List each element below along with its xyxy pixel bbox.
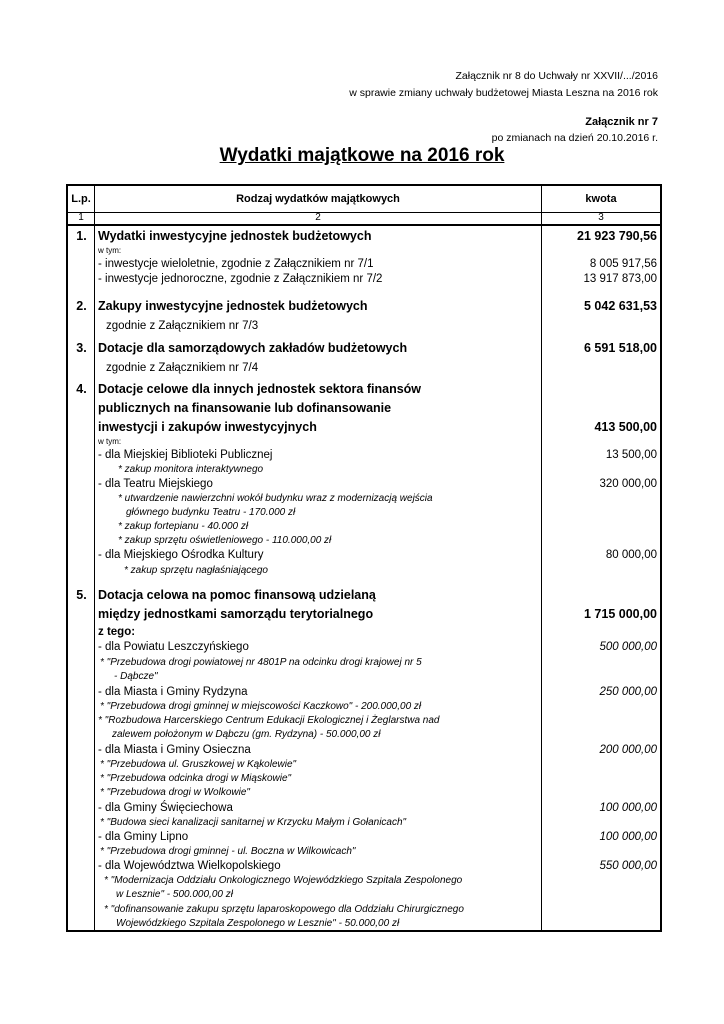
item-note: * "Przebudowa drogi w Wolkowie" <box>100 787 250 798</box>
line-item-amount: 100 000,00 <box>599 802 657 814</box>
column-number: 3 <box>598 212 604 223</box>
section-title-line: publicznych na finansowanie lub dofinansowanie <box>98 401 392 415</box>
line-item: - dla Miasta i Gminy Rydzyna <box>98 686 248 698</box>
line-item-amount: 500 000,00 <box>599 641 657 653</box>
item-note: * "Przebudowa ul. Gruszkowej w Kąkolewie" <box>100 759 297 770</box>
section-amount: 413 500,00 <box>594 420 657 434</box>
header-line-2: w sprawie zmiany uchwały budżetowej Miasta Leszna na 2016 rok <box>349 87 658 99</box>
z-tego-label: z tego: <box>98 626 136 638</box>
item-note: * zakup monitora interaktywnego <box>118 464 264 475</box>
page-title: Wydatki majątkowe na 2016 rok <box>219 145 505 166</box>
line-item: - dla Miejskiej Biblioteki Publicznej <box>98 449 273 461</box>
item-note: Wojewódzkiego Szpitala Zespolonego w Lesznie" - 50.000,00 zł <box>116 918 400 929</box>
item-note: * utwardzenie nawierzchni wokół budynku wraz z modernizacją wejścia <box>118 493 433 504</box>
item-note: * zakup sprzętu nagłaśniającego <box>124 565 268 576</box>
line-item-amount: 8 005 917,56 <box>589 258 657 270</box>
item-note: * "dofinansowanie zakupu sprzętu laparoskopowego dla Oddziału Chirurgicznego <box>104 904 464 915</box>
item-note: w Lesznie" - 500.000,00 zł <box>116 889 233 900</box>
section-number: 3. <box>76 341 87 355</box>
section-amount: 5 042 631,53 <box>584 299 657 313</box>
item-note: - Dąbcze" <box>114 671 158 682</box>
section-title-line: Dotacja celowa na pomoc finansową udzielaną <box>98 588 376 602</box>
section-title: Zakupy inwestycyjne jednostek budżetowych <box>98 299 368 313</box>
column-header-lp: L.p. <box>71 193 91 205</box>
section-amount: 1 715 000,00 <box>584 607 657 621</box>
line-item-amount: 200 000,00 <box>599 744 657 756</box>
section-title-line: inwestycji i zakupów inwestycyjnych <box>98 420 317 434</box>
section-title: Dotacje dla samorządowych zakładów budżetowych <box>98 341 408 355</box>
section-amount: 6 591 518,00 <box>584 341 657 355</box>
item-note: * "Rozbudowa Harcerskiego Centrum Edukacji Ekologicznej i Żeglarstwa nad <box>98 715 440 726</box>
section-number: 5. <box>76 588 87 602</box>
item-note: * "Budowa sieci kanalizacji sanitarnej w Krzycku Małym i Gołanicach" <box>100 817 407 828</box>
row-divider <box>68 225 660 226</box>
w-tym-label: w tym: <box>98 437 122 446</box>
section-amount: 21 923 790,56 <box>577 229 657 243</box>
item-note: * "Przebudowa drogi gminnej - ul. Boczna w Wilkowicach" <box>100 846 356 857</box>
section-title: Wydatki inwestycyjne jednostek budżetowych <box>98 229 372 243</box>
line-item-amount: 320 000,00 <box>599 478 657 490</box>
line-item-amount: 13 500,00 <box>605 449 657 461</box>
line-item-amount: 13 917 873,00 <box>583 273 657 285</box>
column-header-type: Rodzaj wydatków majątkowych <box>236 193 400 205</box>
line-item: - dla Gminy Lipno <box>98 831 189 843</box>
column-divider <box>541 186 542 930</box>
section-title-line: Dotacje celowe dla innych jednostek sektora finansów <box>98 382 422 396</box>
column-number: 2 <box>315 212 321 223</box>
line-item-amount: 250 000,00 <box>599 686 657 698</box>
line-item-amount: 80 000,00 <box>605 549 657 561</box>
w-tym-label: w tym: <box>98 246 122 255</box>
item-note: * zakup sprzętu oświetleniowego - 110.000,00 zł <box>118 535 332 546</box>
column-header-amount: kwota <box>585 193 617 205</box>
item-note: * "Przebudowa drogi powiatowej nr 4801P na odcinku drogi krajowej nr 5 <box>100 657 422 668</box>
line-item: - dla Miejskiego Ośrodka Kultury <box>98 549 264 561</box>
item-note: * "Modernizacja Oddziału Onkologicznego Wojewódzkiego Szpitala Zespolonego <box>104 875 463 886</box>
line-item: - dla Miasta i Gminy Osieczna <box>98 744 251 756</box>
item-note: * zakup fortepianu - 40.000 zł <box>118 521 249 532</box>
item-note: * "Przebudowa odcinka drogi w Miąskowie" <box>100 773 292 784</box>
header-line-1: Załącznik nr 8 do Uchwały nr XXVII/.../2016 <box>455 70 658 82</box>
section-subtitle: zgodnie z Załącznikiem nr 7/4 <box>106 362 259 374</box>
line-item: - inwestycje jednoroczne, zgodnie z Załącznikiem nr 7/2 <box>98 273 383 285</box>
line-item: - dla Powiatu Leszczyńskiego <box>98 641 249 653</box>
line-item-amount: 550 000,00 <box>599 860 657 872</box>
line-item: - dla Województwa Wielkopolskiego <box>98 860 281 872</box>
item-note: głównego budynku Teatru - 170.000 zł <box>126 507 296 518</box>
line-item: - inwestycje wieloletnie, zgodnie z Załącznikiem nr 7/1 <box>98 258 374 270</box>
item-note: zalewem położonym w Dąbczu (gm. Rydzyna) - 50.000,00 zł <box>112 729 381 740</box>
attachment-label: Załącznik nr 7 <box>585 116 658 128</box>
line-item: - dla Teatru Miejskiego <box>98 478 213 490</box>
line-item-amount: 100 000,00 <box>599 831 657 843</box>
section-subtitle: zgodnie z Załącznikiem nr 7/3 <box>106 320 259 332</box>
section-number: 2. <box>76 299 87 313</box>
section-title-line: między jednostkami samorządu terytorialnego <box>98 607 374 621</box>
column-number: 1 <box>78 212 84 223</box>
changes-date: po zmianach na dzień 20.10.2016 r. <box>491 132 658 144</box>
section-number: 1. <box>76 229 87 243</box>
expenses-table <box>66 184 662 932</box>
item-note: * "Przebudowa drogi gminnej w miejscowości Kaczkowo" - 200.000,00 zł <box>100 701 422 712</box>
section-number: 4. <box>76 382 87 396</box>
line-item: - dla Gminy Święciechowa <box>98 802 233 814</box>
